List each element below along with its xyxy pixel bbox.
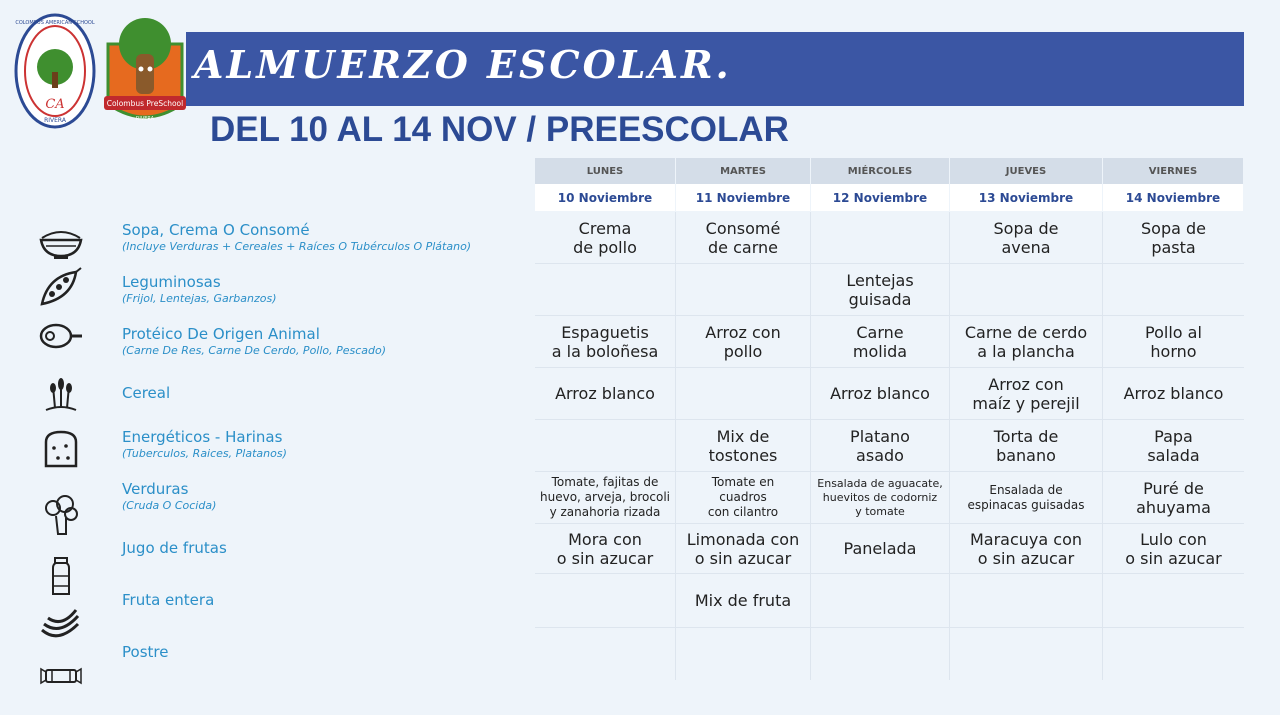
day-header: MIÉRCOLES: [811, 158, 950, 184]
school-logo: [14, 12, 96, 130]
candy-icon: [38, 660, 84, 702]
menu-row-fruta: [535, 574, 1244, 628]
menu-cell: Maracuya con o sin azucar: [950, 524, 1103, 573]
menu-cell: Carne molida: [811, 316, 950, 367]
menu-cell: Mora con o sin azucar: [535, 524, 676, 573]
category-description: (Tuberculos, Raices, Platanos): [122, 447, 287, 460]
menu-cell: Lulo con o sin azucar: [1125, 529, 1222, 568]
menu-row-verduras: [535, 472, 1244, 524]
svg-text:RIVERA: RIVERA: [44, 117, 66, 124]
menu-cell: Tomate, fajitas de huevo, arveja, brocoli y zanahoria rizada: [535, 472, 676, 523]
menu-cell: Arroz con pollo: [676, 316, 811, 367]
menu-cell: [535, 264, 676, 315]
menu-cell: [950, 628, 1103, 680]
menu-row-postre: [535, 628, 1244, 680]
menu-cell: [535, 420, 676, 471]
menu-cell: [1103, 574, 1244, 627]
day-header: MARTES: [676, 158, 811, 184]
date-header: 10 Noviembre: [535, 184, 676, 211]
category-description: (Cruda O Cocida): [122, 499, 217, 512]
date-header: 12 Noviembre: [811, 184, 950, 211]
menu-cell: Arroz blanco: [535, 368, 676, 419]
svg-text:RIVERA: RIVERA: [135, 116, 155, 122]
day-header: LUNES: [535, 158, 676, 184]
menu-row-cereal: [535, 368, 1244, 420]
day-header: JUEVES: [950, 158, 1103, 184]
menu-cell: Espaguetis a la boloñesa: [535, 316, 676, 367]
page-title: ALMUERZO ESCOLAR.: [194, 42, 732, 87]
page-subtitle: DEL 10 AL 14 NOV / PREESCOLAR: [210, 110, 789, 149]
day-header: VIERNES: [1103, 158, 1244, 184]
category-label: Cereal: [122, 384, 171, 402]
menu-cell: Crema de pollo: [535, 212, 676, 263]
category-description: (Frijol, Lentejas, Garbanzos): [122, 292, 277, 305]
menu-row-jugo: [535, 524, 1244, 574]
menu-cell: [811, 212, 950, 263]
svg-text:CA: CA: [45, 97, 65, 112]
category-label: Verduras: [122, 480, 189, 498]
menu-cell: [1103, 264, 1244, 315]
broccoli-icon: [38, 494, 84, 536]
menu-cell: Limonada con o sin azucar: [676, 524, 811, 573]
category-description: (Incluye Verduras + Cereales + Raíces O Tubérculos O Plátano): [122, 240, 472, 253]
menu-cell: Consomé de carne: [676, 212, 811, 263]
svg-text:Colombus PreSchool: Colombus PreSchool: [106, 99, 184, 108]
menu-row-sopa: [535, 212, 1244, 264]
menu-table-header: [535, 158, 1244, 211]
menu-cell: Pollo al horno: [1145, 322, 1202, 361]
menu-row-proteico: [535, 316, 1244, 368]
menu-cell: Sopa de pasta: [1141, 218, 1206, 257]
menu-cell: Panelada: [811, 524, 950, 573]
menu-cell: [950, 574, 1103, 627]
svg-text:COLOMBUS AMERICAN SCHOOL: COLOMBUS AMERICAN SCHOOL: [15, 20, 95, 26]
title-banner: [186, 32, 1244, 106]
date-header: 14 Noviembre: [1103, 184, 1244, 211]
pea-pod-icon: [38, 266, 84, 308]
menu-cell: [811, 574, 950, 627]
ham-icon: [38, 318, 84, 360]
menu-cell: Arroz con maíz y perejil: [950, 368, 1103, 419]
menu-cell: Carne de cerdo a la plancha: [950, 316, 1103, 367]
category-label: Leguminosas: [122, 273, 221, 291]
menu-cell: Lentejas guisada: [811, 264, 950, 315]
menu-cell: Arroz blanco: [1123, 384, 1224, 403]
menu-cell: Arroz blanco: [811, 368, 950, 419]
menu-cell: [535, 628, 676, 680]
soup-bowl-icon: [38, 218, 84, 260]
juice-bottle-icon: [38, 556, 84, 598]
menu-cell: [811, 628, 950, 680]
date-header: 13 Noviembre: [950, 184, 1103, 211]
banana-icon: [38, 606, 84, 648]
category-label: Postre: [122, 643, 169, 661]
menu-cell: Papa salada: [1147, 426, 1200, 465]
category-label: Energéticos - Harinas: [122, 428, 283, 446]
category-label: Protéico De Origen Animal: [122, 325, 320, 343]
menu-row-leguminosas: [535, 264, 1244, 316]
menu-cell: Puré de ahuyama: [1136, 478, 1211, 517]
menu-cell: [676, 368, 811, 419]
wheat-icon: [38, 374, 84, 416]
menu-cell: Torta de banano: [950, 420, 1103, 471]
category-label: Jugo de frutas: [122, 539, 227, 557]
category-label: Sopa, Crema O Consomé: [122, 221, 310, 239]
menu-cell: Platano asado: [811, 420, 950, 471]
menu-cell: [676, 628, 811, 680]
menu-cell: Ensalada de aguacate, huevitos de codorniz y tomate: [811, 472, 950, 523]
menu-cell: Sopa de avena: [950, 212, 1103, 263]
menu-cell: [950, 264, 1103, 315]
menu-row-energeticos: [535, 420, 1244, 472]
menu-cell: [535, 574, 676, 627]
category-label: Fruta entera: [122, 591, 215, 609]
category-description: (Carne De Res, Carne De Cerdo, Pollo, Pescado): [122, 344, 387, 357]
date-header: 11 Noviembre: [676, 184, 811, 211]
preschool-logo: [100, 14, 190, 130]
menu-cell: [1103, 628, 1244, 680]
bread-icon: [38, 428, 84, 470]
menu-cell: Tomate en cuadros con cilantro: [676, 472, 811, 523]
menu-cell: [676, 264, 811, 315]
menu-cell: Mix de fruta: [676, 574, 811, 627]
menu-cell: Ensalada de espinacas guisadas: [950, 472, 1103, 523]
menu-cell: Mix de tostones: [676, 420, 811, 471]
